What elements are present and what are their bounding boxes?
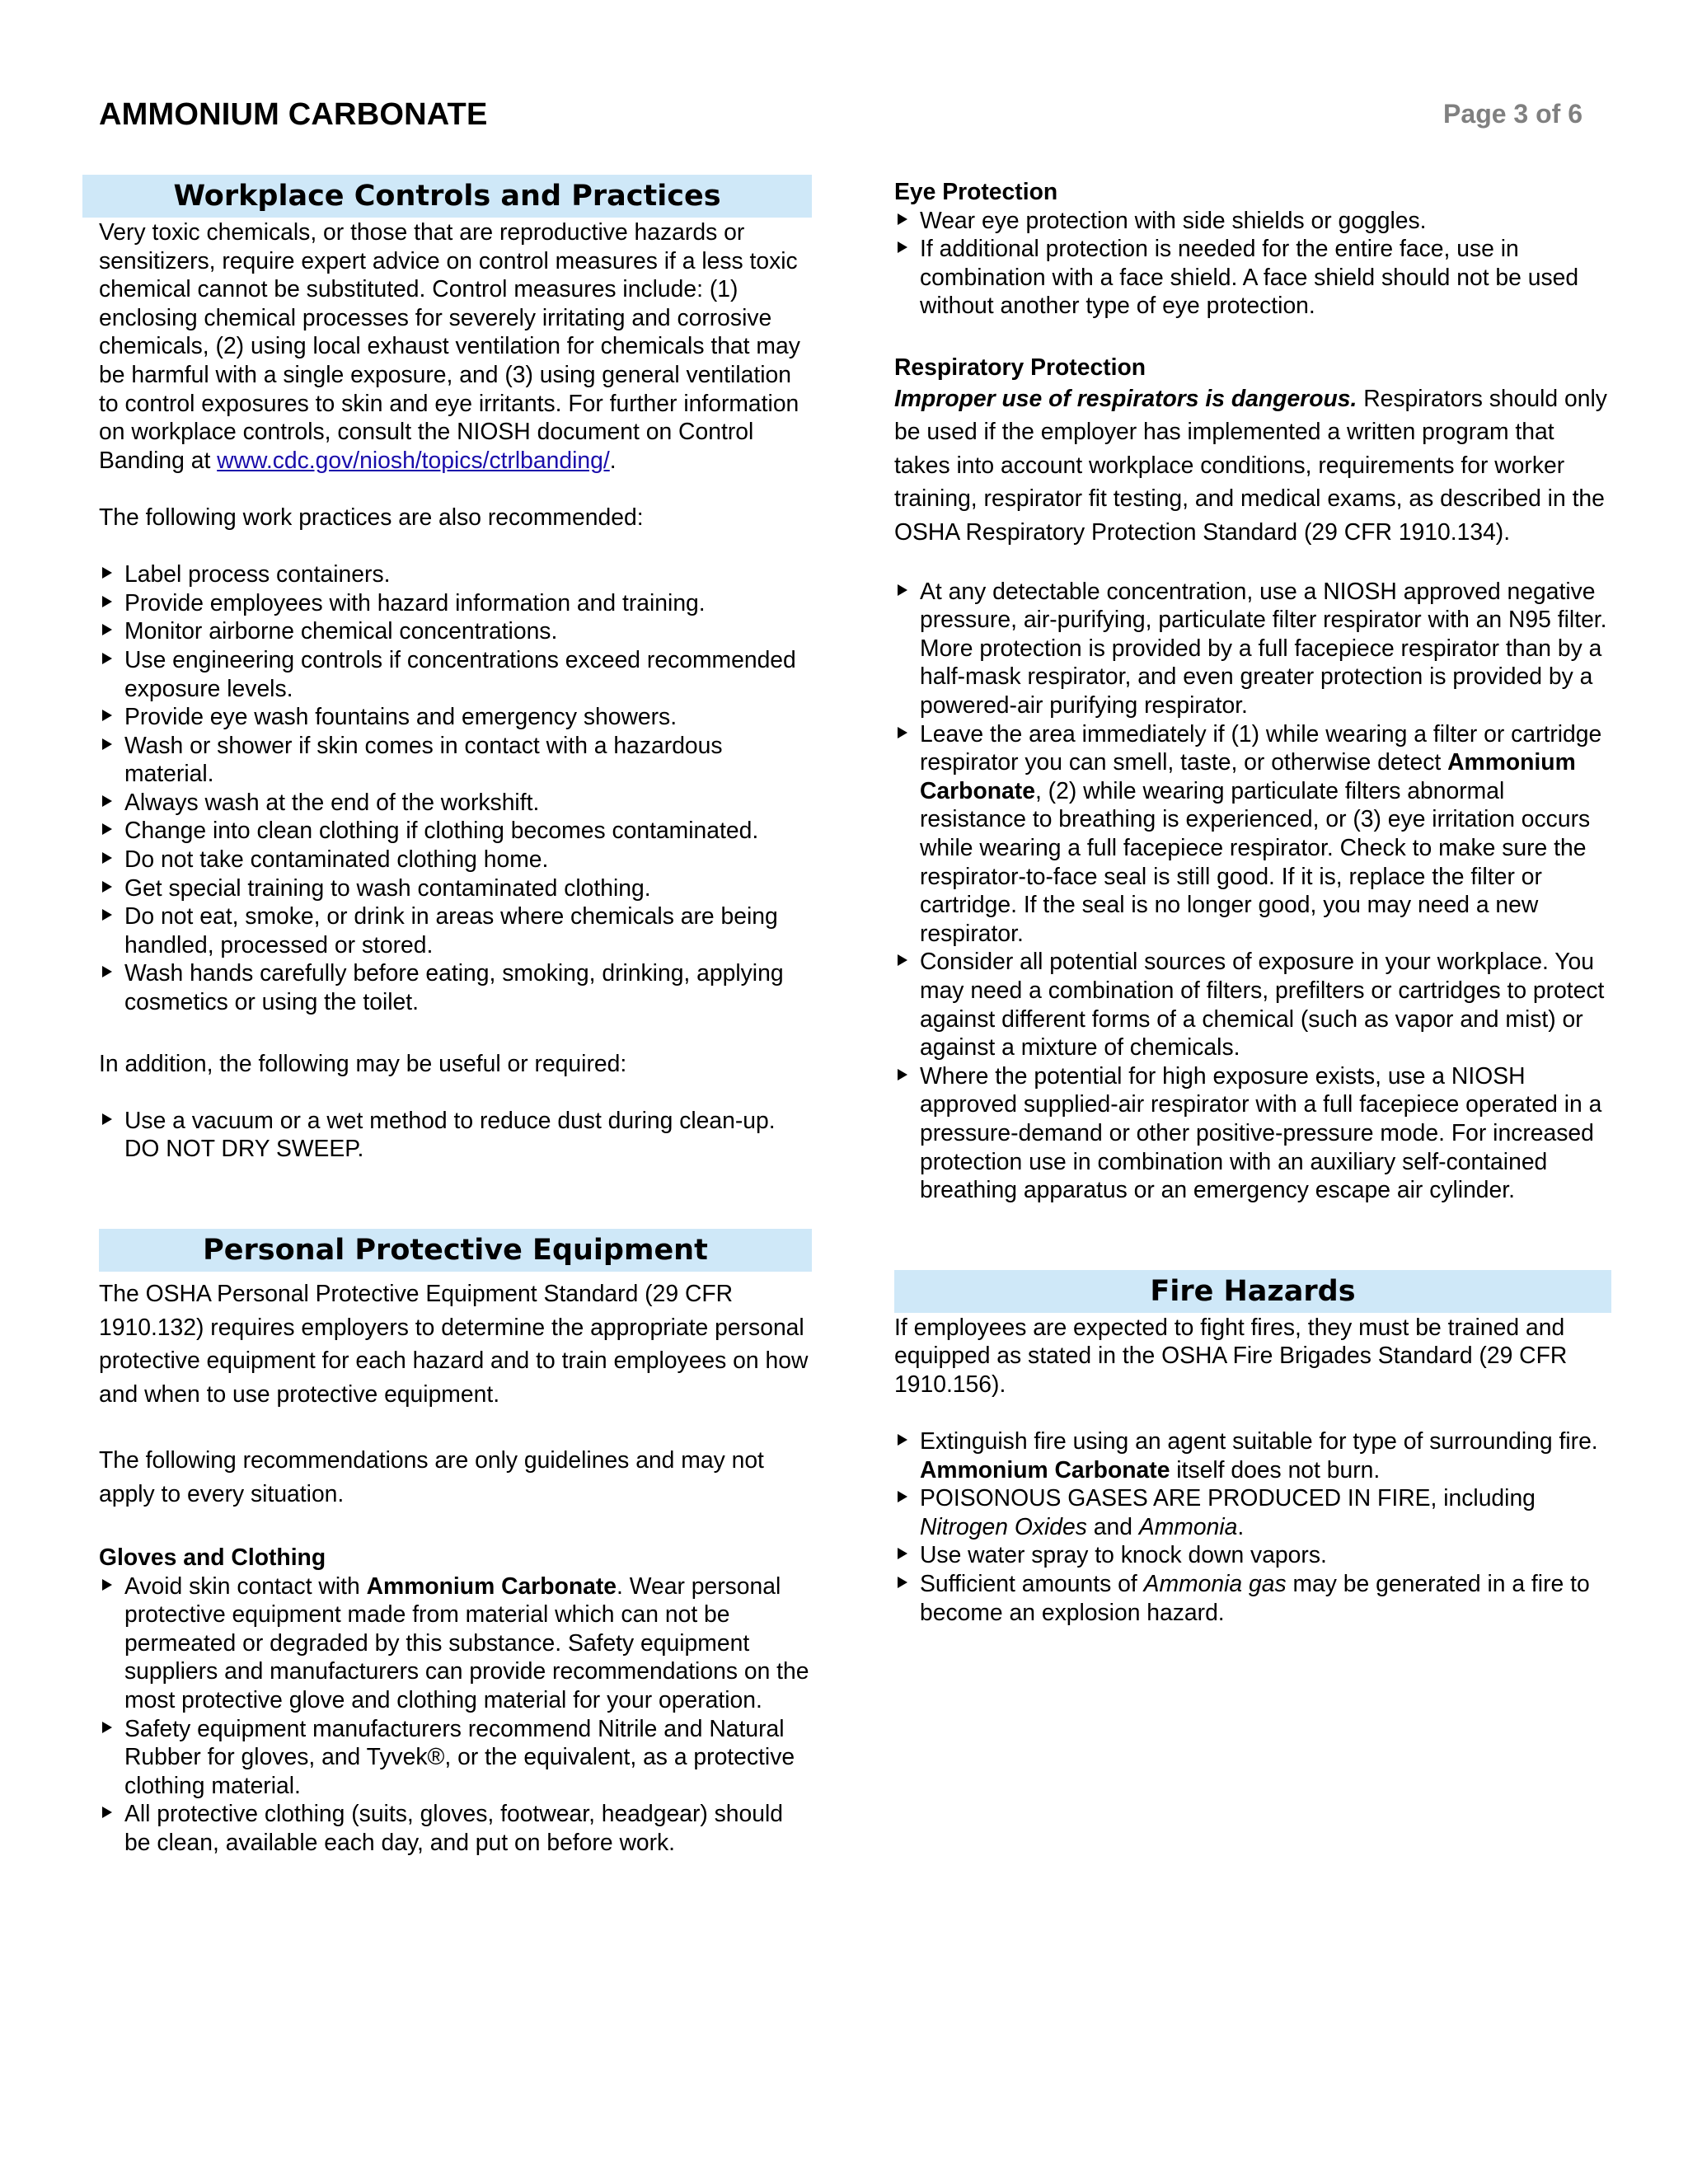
list-item bbox=[99, 816, 812, 845]
page-number: Page 3 of 6 bbox=[1443, 99, 1582, 129]
list-item-text: . bbox=[1237, 1512, 1245, 1540]
list-item bbox=[894, 577, 1611, 719]
work-practices-list bbox=[99, 560, 812, 1016]
document-title: AMMONIUM CARBONATE bbox=[99, 97, 488, 132]
list-item-text: . Wear personal protective equipment made from material which can not be permeated or degraded by this substance. Safety equipment suppliers and manufacturers can provide recommendations on the most protective glove and clothing material for your operation. bbox=[124, 1572, 809, 1713]
bullet-triangle-icon bbox=[102, 909, 112, 921]
list-item-text: Extinguish fire using an agent suitable for type of surrounding fire. bbox=[920, 1427, 1598, 1455]
list-item-text: At any detectable concentration, use a NIOSH approved negative pressure, air-purifying, particulate filter respirator with an N95 filter. More protection is provided by a full facepiece respirator than by a half-mask respirator, and even greater protection is provided by a powered-air purifying respirator. bbox=[920, 577, 1607, 719]
list-item-text: Label process containers. bbox=[124, 560, 391, 588]
list-item-text: All protective clothing (suits, gloves, footwear, headgear) should be clean, available each day, and put on before work. bbox=[124, 1800, 784, 1855]
workplace-controls-heading: Workplace Controls and Practices bbox=[82, 175, 812, 218]
left-column bbox=[99, 175, 812, 1857]
list-item bbox=[894, 1427, 1611, 1483]
bullet-triangle-icon bbox=[102, 1579, 112, 1591]
bullet-triangle-icon bbox=[898, 584, 907, 596]
workplace-intro-text: Very toxic chemicals, or those that are reproductive hazards or sensitizers, require expert advice on control measures if a less toxic chemical cannot be substituted. Control measures include: (1) enclosing chemical processes for severely irritating and corrosive chemicals, (2) using local exhaust ventilation for chemicals that may be harmful with a single exposure, and (3) using general ventilation to control exposures to skin and eye irritants. For further information on workplace controls, consult the NIOSH document on Control Banding at bbox=[99, 218, 800, 473]
addition-intro: In addition, the following may be useful or required: bbox=[99, 1049, 627, 1076]
list-item bbox=[99, 645, 812, 702]
list-item bbox=[894, 947, 1611, 1061]
list-item-text: Monitor airborne chemical concentrations. bbox=[124, 617, 558, 644]
control-banding-link[interactable]: www.cdc.gov/niosh/topics/ctrlbanding/ bbox=[217, 446, 610, 473]
gas-name: Ammonia bbox=[1138, 1512, 1238, 1540]
gloves-clothing-list bbox=[99, 1572, 812, 1857]
bullet-triangle-icon bbox=[102, 852, 112, 864]
list-item-text: Sufficient amounts of bbox=[920, 1570, 1144, 1597]
fire-intro: If employees are expected to fight fires, they must be trained and equipped as stated in the OSHA Fire Brigades Standard (29 CFR 1910.156). bbox=[894, 1313, 1568, 1397]
bullet-triangle-icon bbox=[102, 1807, 112, 1818]
practices-intro: The following work practices are also recommended: bbox=[99, 503, 644, 530]
bullet-triangle-icon bbox=[102, 710, 112, 721]
chemical-name: Ammonium Carbonate bbox=[920, 1455, 1170, 1483]
list-item-text: Wear eye protection with side shields or goggles. bbox=[920, 206, 1427, 233]
ppe-intro: The OSHA Personal Protective Equipment Standard (29 CFR 1910.132) requires employers to determine the appropriate personal protective equipment for each hazard and to train employees on how and when to use protective equipment. bbox=[99, 1280, 809, 1407]
list-item bbox=[99, 702, 812, 731]
eye-protection-list bbox=[894, 206, 1611, 320]
list-item bbox=[894, 206, 1611, 235]
list-item-text: Provide eye wash fountains and emergency showers. bbox=[124, 703, 678, 730]
respiratory-list bbox=[894, 577, 1611, 1204]
list-item-text: Use a vacuum or a wet method to reduce dust during clean-up. DO NOT DRY SWEEP. bbox=[124, 1106, 776, 1162]
bullet-triangle-icon bbox=[102, 881, 112, 893]
list-item-text: Do not eat, smoke, or drink in areas where chemicals are being handled, processed or stored. bbox=[124, 902, 778, 958]
chemical-name: Ammonium Carbonate bbox=[920, 748, 1576, 804]
ppe-guidelines: The following recommendations are only guidelines and may not apply to every situation. bbox=[99, 1446, 764, 1507]
list-item-text: Avoid skin contact with bbox=[124, 1572, 367, 1599]
respiratory-text: Respirators should only be used if the employer has implemented a written program that takes into account workplace conditions, requirements for worker training, respirator fit testing, and medical exams, as described in the OSHA Respiratory Protection Standard (29 CFR 1910.134). bbox=[894, 384, 1607, 545]
list-item-text: Change into clean clothing if clothing becomes contaminated. bbox=[124, 817, 759, 844]
bullet-triangle-icon bbox=[102, 624, 112, 635]
list-item bbox=[99, 902, 812, 958]
gas-name: Nitrogen Oxides bbox=[920, 1512, 1087, 1540]
list-item-text: and bbox=[1086, 1512, 1139, 1540]
list-item bbox=[894, 234, 1611, 320]
list-item bbox=[99, 1572, 812, 1714]
list-item bbox=[99, 1799, 812, 1856]
bullet-triangle-icon bbox=[102, 1113, 112, 1125]
workplace-intro-paragraph bbox=[99, 218, 812, 474]
list-item-text: Use water spray to knock down vapors. bbox=[920, 1541, 1327, 1568]
list-item bbox=[99, 845, 812, 874]
bullet-triangle-icon bbox=[898, 241, 907, 253]
list-item bbox=[99, 1106, 812, 1163]
list-item-text: , (2) while wearing particulate filters abnormal resistance to breathing is experienced, or (3) eye irritation occurs while wearing a full facepiece respirator. Check to make sure the respirator-to-face seal is still good. If it is, replace the filter or cartridge. If the seal is no longer good, you may need a new respirator. bbox=[920, 776, 1591, 946]
bullet-triangle-icon bbox=[102, 823, 112, 835]
list-item bbox=[99, 616, 812, 645]
respiratory-protection-heading: Respiratory Protection bbox=[894, 353, 1146, 380]
list-item-text: Wash hands carefully before eating, smoking, drinking, applying cosmetics or using the toilet. bbox=[124, 959, 784, 1015]
list-item-text: Safety equipment manufacturers recommend Nitrile and Natural Rubber for gloves, and Tyvek®, or the equivalent, as a protective clothing material. bbox=[124, 1714, 795, 1798]
list-item-text: itself does not burn. bbox=[1170, 1455, 1381, 1483]
ppe-heading: Personal Protective Equipment bbox=[99, 1229, 812, 1272]
fire-hazards-heading: Fire Hazards bbox=[894, 1270, 1611, 1313]
list-item-text: Wash or shower if skin comes in contact with a hazardous material. bbox=[124, 731, 723, 787]
list-item bbox=[894, 719, 1611, 948]
list-item bbox=[894, 1483, 1611, 1540]
list-item bbox=[99, 788, 812, 817]
bullet-triangle-icon bbox=[102, 738, 112, 750]
fire-hazards-list bbox=[894, 1427, 1611, 1626]
right-column bbox=[894, 177, 1611, 1626]
bullet-triangle-icon bbox=[102, 596, 112, 607]
chemical-name: Ammonium Carbonate bbox=[366, 1572, 617, 1599]
eye-protection-heading: Eye Protection bbox=[894, 178, 1058, 204]
bullet-triangle-icon bbox=[898, 1491, 907, 1502]
respirator-warning: Improper use of respirators is dangerous. bbox=[894, 384, 1357, 411]
list-item-text: may be generated in a fire to become an explosion hazard. bbox=[920, 1570, 1590, 1625]
list-item bbox=[894, 1062, 1611, 1204]
list-item-text: Provide employees with hazard information and training. bbox=[124, 588, 706, 616]
bullet-triangle-icon bbox=[898, 213, 907, 225]
list-item-text: POISONOUS GASES ARE PRODUCED IN FIRE, including bbox=[920, 1484, 1536, 1511]
bullet-triangle-icon bbox=[102, 795, 112, 807]
list-item bbox=[894, 1540, 1611, 1569]
link-period: . bbox=[609, 446, 617, 473]
bullet-triangle-icon bbox=[898, 1069, 907, 1080]
respiratory-intro bbox=[894, 382, 1611, 549]
gas-name: Ammonia gas bbox=[1143, 1570, 1287, 1597]
list-item bbox=[894, 1569, 1611, 1626]
list-item bbox=[99, 874, 812, 902]
bullet-triangle-icon bbox=[898, 727, 907, 738]
bullet-triangle-icon bbox=[898, 1577, 907, 1588]
list-item bbox=[99, 731, 812, 788]
list-item-text: Consider all potential sources of exposure in your workplace. You may need a combination of filters, prefilters or cartridges to protect against different forms of a chemical (such as vapor and mist) or against a mixture of chemicals. bbox=[920, 948, 1605, 1061]
bullet-triangle-icon bbox=[102, 653, 112, 664]
bullet-triangle-icon bbox=[102, 567, 112, 579]
list-item-text: Where the potential for high exposure exists, use a NIOSH approved supplied-air respirator with a full facepiece operated in a pressure-demand or other positive-pressure mode. For increased protection use in combination with an auxiliary self-contained breathing apparatus or an emergency escape air cylinder. bbox=[920, 1062, 1602, 1203]
list-item bbox=[99, 560, 812, 588]
list-item-text: Always wash at the end of the workshift. bbox=[124, 788, 540, 815]
list-item-text: Leave the area immediately if (1) while wearing a filter or cartridge respirator you can smell, taste, or otherwise detect bbox=[920, 719, 1602, 776]
list-item-text: Use engineering controls if concentrations exceed recommended exposure levels. bbox=[124, 645, 796, 701]
list-item bbox=[99, 588, 812, 617]
gloves-clothing-heading: Gloves and Clothing bbox=[99, 1544, 326, 1570]
bullet-triangle-icon bbox=[102, 966, 112, 977]
list-item bbox=[99, 1714, 812, 1800]
list-item-text: Get special training to wash contaminated clothing. bbox=[124, 874, 651, 901]
list-item-text: If additional protection is needed for the entire face, use in combination with a face shield. A face shield should not be used without another type of eye protection. bbox=[920, 235, 1579, 319]
list-item bbox=[99, 958, 812, 1015]
bullet-triangle-icon bbox=[898, 1434, 907, 1446]
addition-list bbox=[99, 1106, 812, 1163]
bullet-triangle-icon bbox=[102, 1722, 112, 1733]
bullet-triangle-icon bbox=[898, 1548, 907, 1559]
list-item-text: Do not take contaminated clothing home. bbox=[124, 846, 549, 873]
bullet-triangle-icon bbox=[898, 954, 907, 966]
